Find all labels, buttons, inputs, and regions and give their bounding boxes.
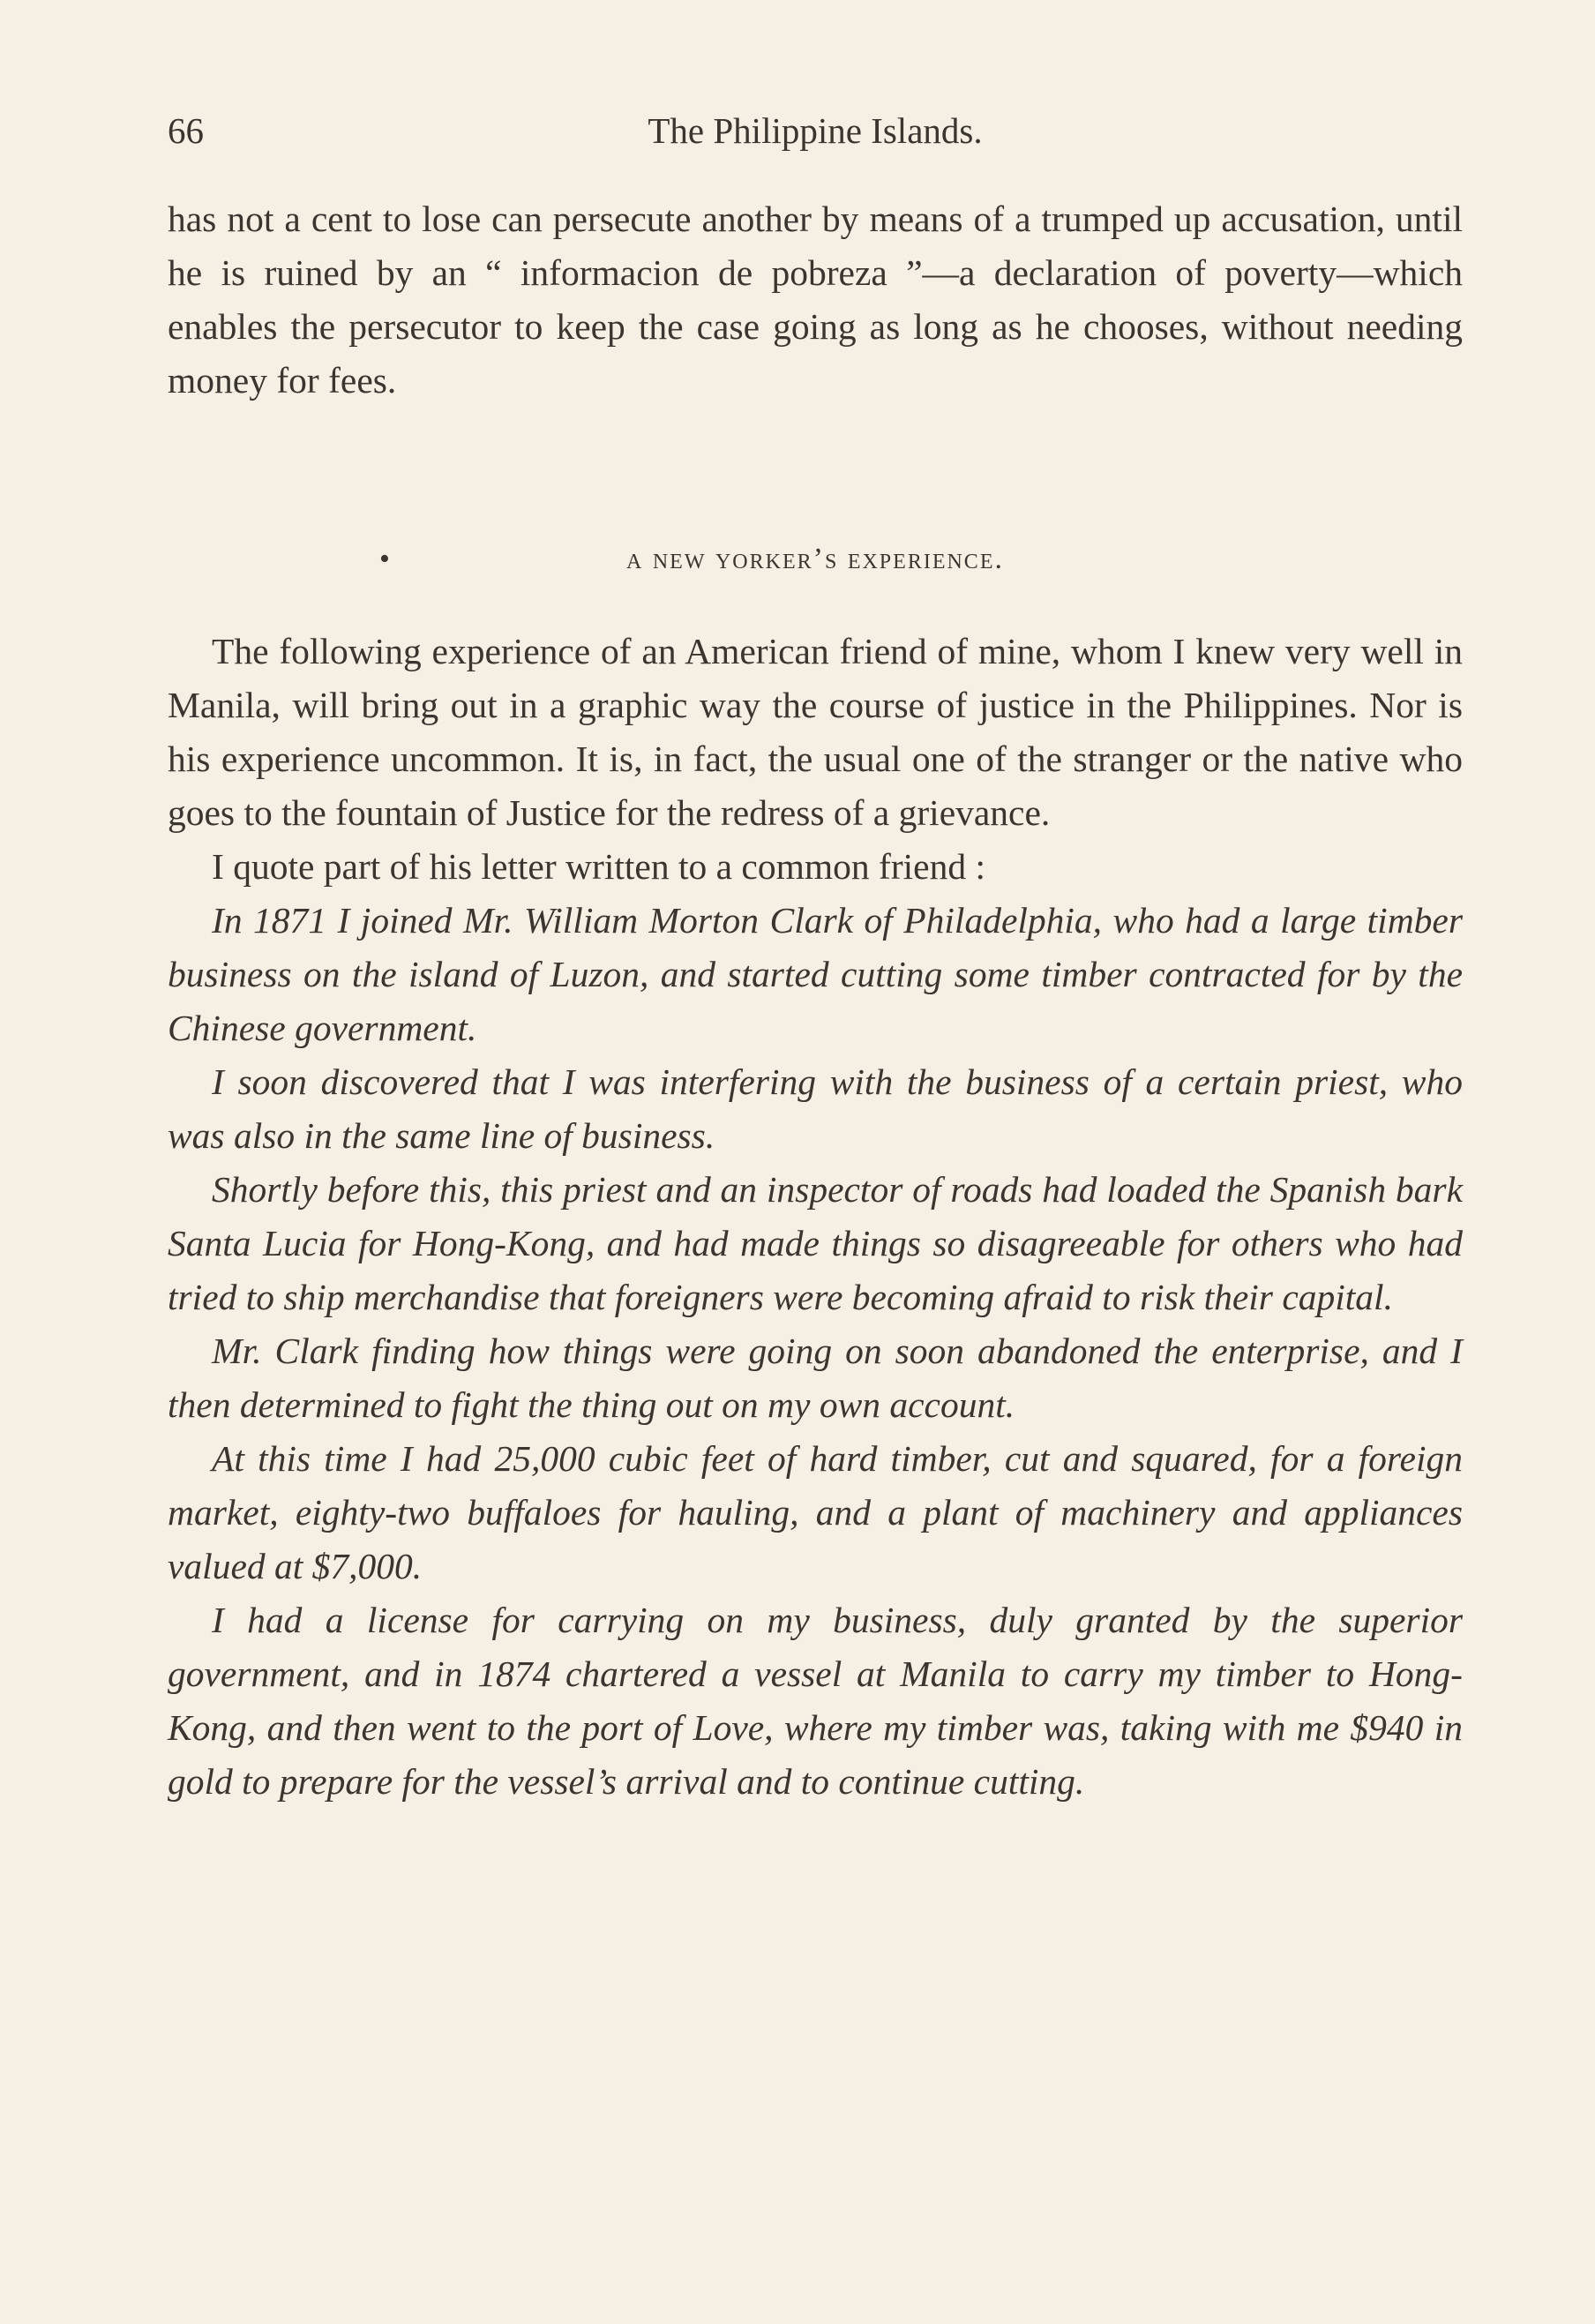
page-header: [168, 104, 1463, 157]
letter-paragraph: I soon discovered that I was interfering with the business of a certain priest, who was also in the same line of business.: [168, 1061, 1463, 1156]
letter-paragraph: Shortly before this, this priest and an inspector of roads had loaded the Spanish bark Santa Lucia for Hong-Kong, and had made things so disagreeable for others who had tried to ship merchandise that foreigners were becoming afraid to risk their capital.: [168, 1169, 1463, 1317]
body-paragraph: I quote part of his letter written to a common friend :: [212, 846, 986, 887]
section-heading-text: a new yorker’s experience.: [626, 543, 1004, 575]
continuation-paragraph: has not a cent to lose can persecute another by means of a trumped up accusation, until he is ruined by an “ informacion de pobreza ”—a declaration of poverty—which enables the persecutor to keep the case going as long as he chooses, without needing money for fees.: [168, 199, 1463, 401]
letter-paragraph: Mr. Clark finding how things were going on soon abandoned the enterprise, and I then determined to fight the thing out on my own account.: [168, 1331, 1463, 1425]
section-body: [168, 625, 1463, 1809]
bullet-mark: •: [379, 543, 392, 575]
letter-paragraph: In 1871 I joined Mr. William Morton Clark of Philadelphia, who had a large timber business on the island of Luzon, and started cutting some timber contracted for by the Chinese government.: [168, 900, 1463, 1048]
page-number: 66: [168, 110, 204, 151]
section-heading: [168, 533, 1463, 586]
continuation-text-block: [168, 192, 1463, 408]
letter-paragraph: At this time I had 25,000 cubic feet of hard timber, cut and squared, for a foreign market, eighty-two buffaloes for hauling, and a plant of machinery and appliances valued at $7,000.: [168, 1438, 1463, 1586]
running-title: The Philippine Islands.: [648, 110, 983, 151]
body-paragraph: The following experience of an American friend of mine, whom I knew very well in Manila, will bring out in a graphic way the course of justice in the Philippines. Nor is his experience uncommon. It is, in fact, the usual one of the stranger or the native who goes to the fountain of Justice for the redress of a grievance.: [168, 631, 1463, 833]
letter-paragraph: I had a license for carrying on my business, duly granted by the superior government, and in 1874 chartered a vessel at Manila to carry my timber to Hong-Kong, and then went to the port of Love, where my timber was, taking with me $940 in gold to prepare for the vessel’s arrival and to continue cutting.: [168, 1600, 1463, 1802]
